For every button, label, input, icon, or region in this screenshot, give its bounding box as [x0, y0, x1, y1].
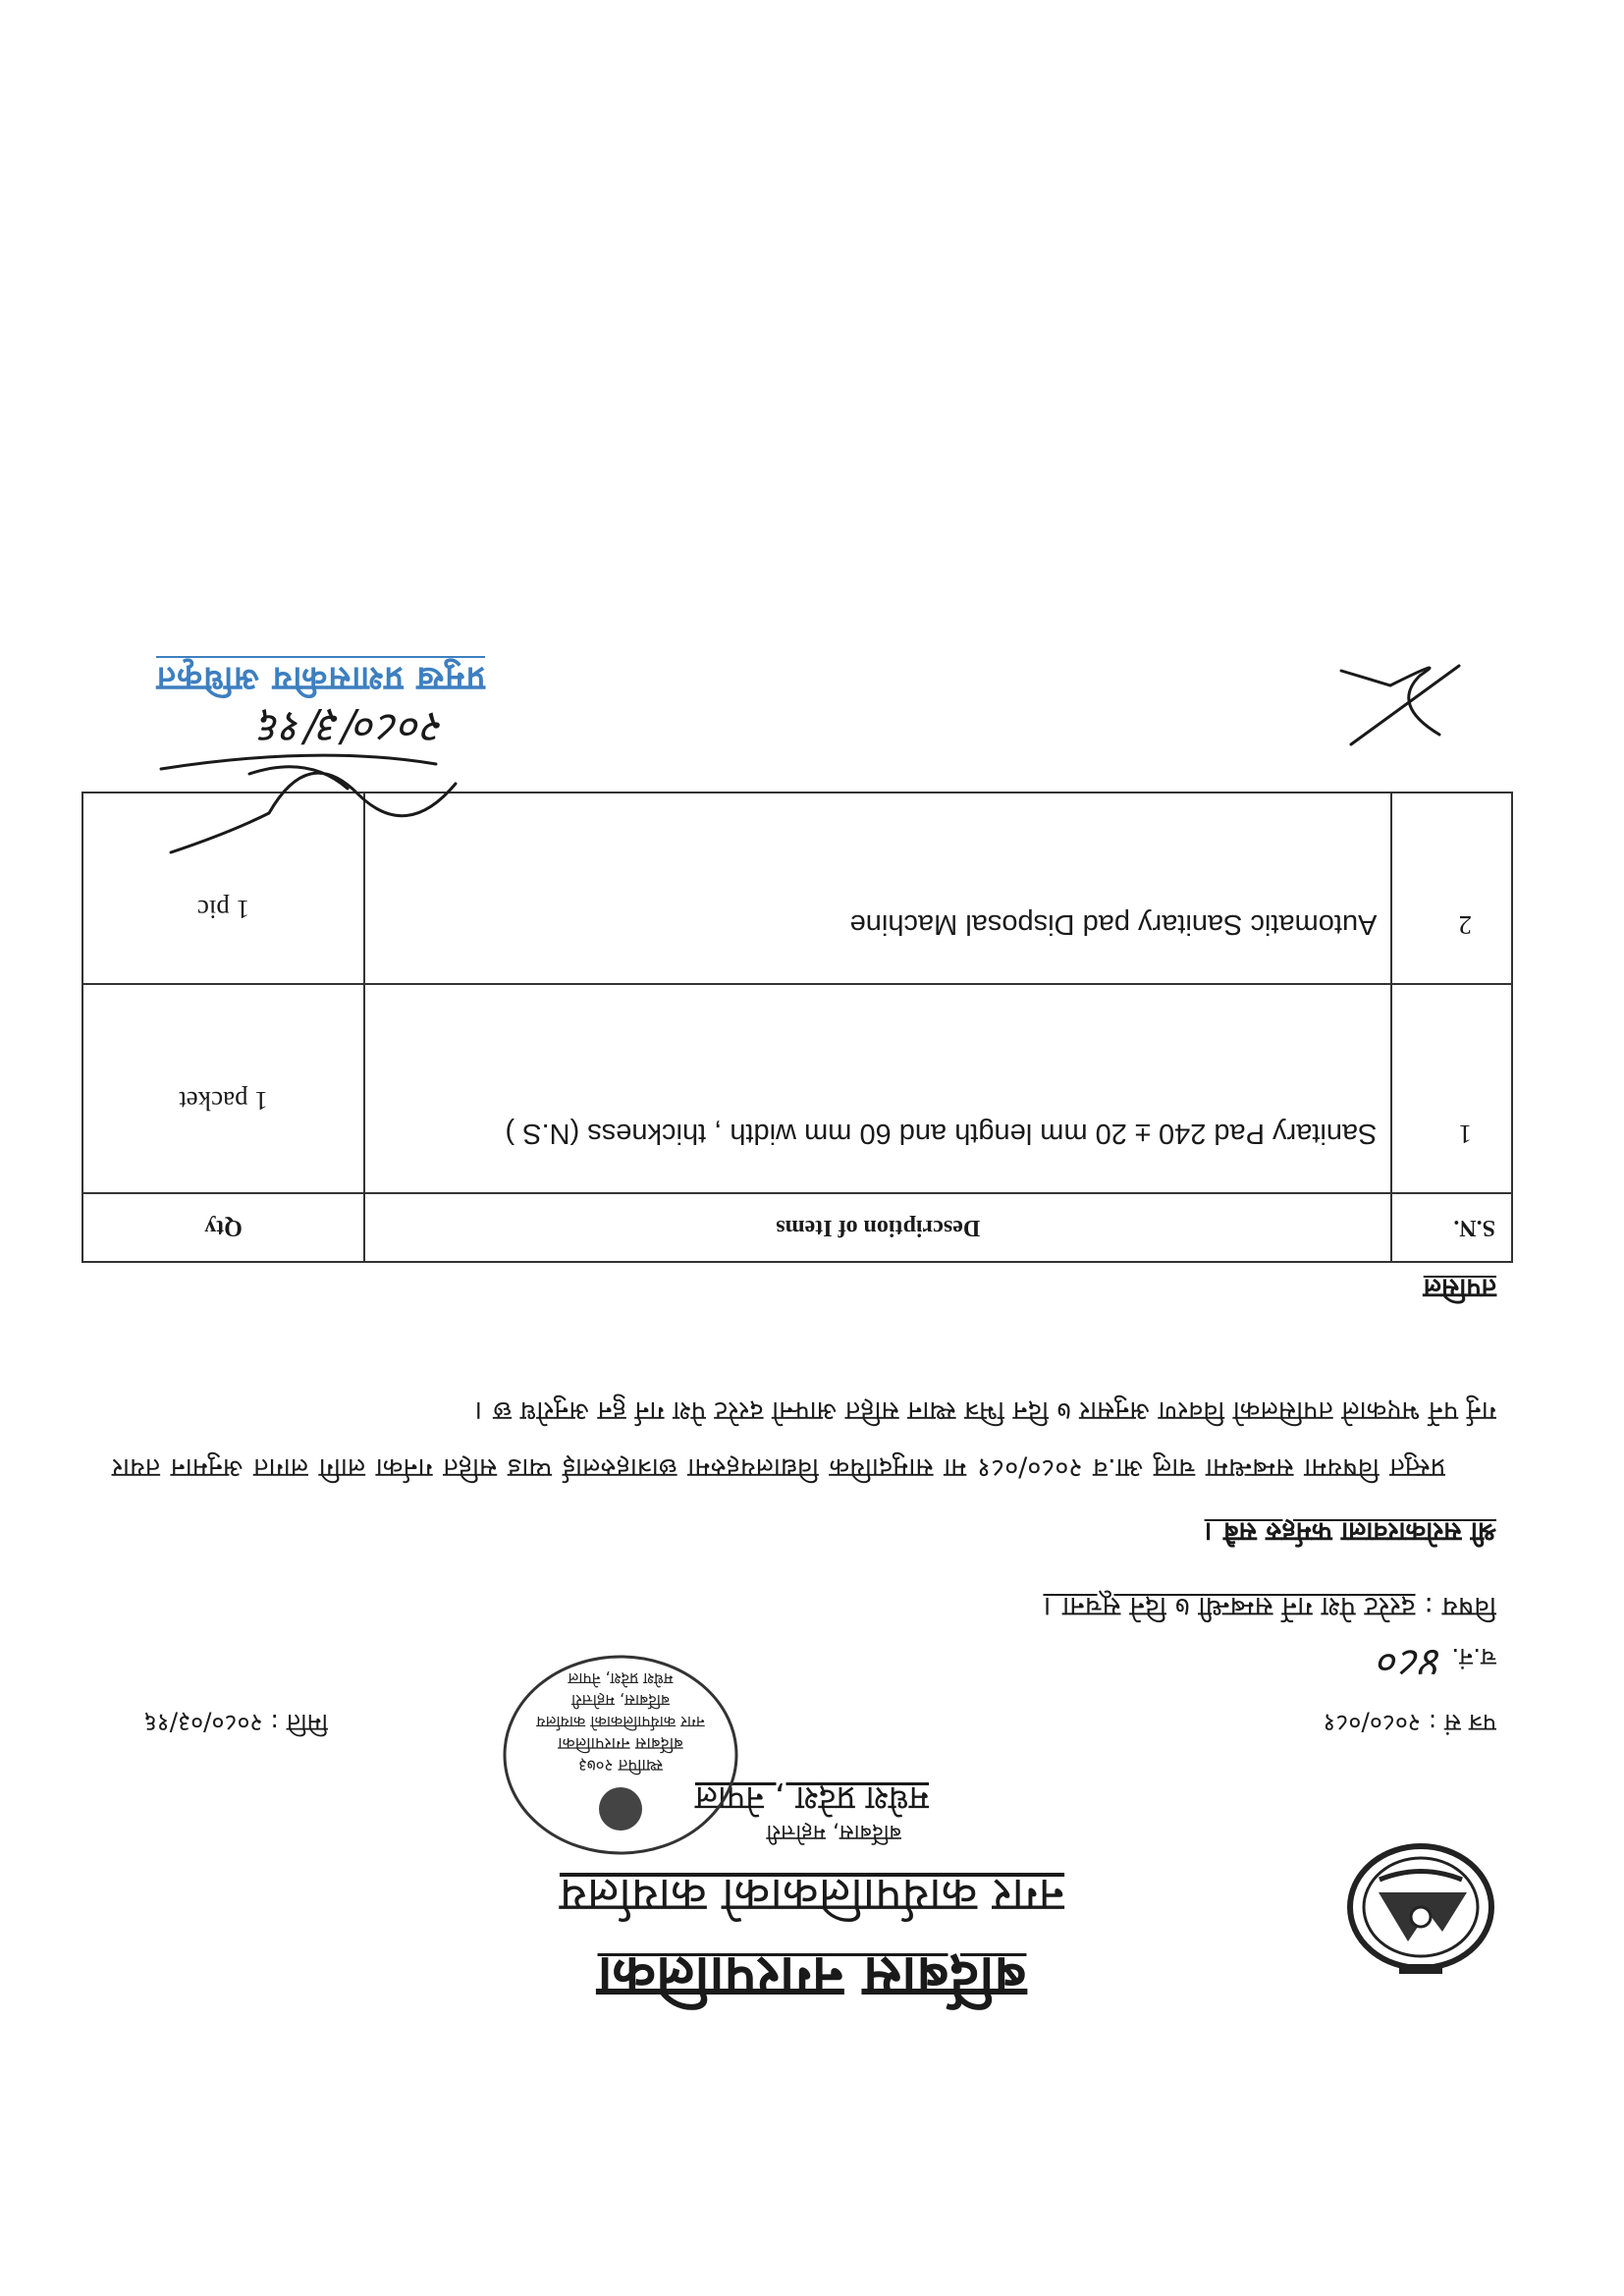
signature-date: २०८०/३/१६ — [259, 702, 446, 752]
subject-text: दररेट पेश गर्ने सम्बन्धी ७ दिने सूचना । — [1043, 1591, 1416, 1623]
addressee: श्री सरोकारवाला फर्महरु सबै । — [1204, 1516, 1496, 1547]
body-paragraph: प्रस्तुत विषयमा सम्बन्धमा चालु आ.व २०८०/०८१ मा सामुदायिक विद्यालयहरुमा छात्राहरुलाई प्याड सहित गर्नका लागि लागत अनुमान तयार गर्नु पर्ने भएकाले तपसिलको विवरण अनुसार ७ दिन भित्र स्थान सहित आफ्नो दररेट पेश गर्न हुन अनुरोध छ । — [112, 1395, 1496, 1483]
row-qty: 1 pic — [82, 793, 364, 984]
reference-label: पत्र सं : — [1428, 1709, 1496, 1737]
row-sn: 1 — [1391, 984, 1512, 1193]
row-description: Sanitary Pad 240 ± 20 mm length and 60 mm width , thickness (N.S ) — [364, 984, 1391, 1193]
header-sn: S.N. — [1391, 1193, 1512, 1262]
row-description: Automatic Sanitary pad Disposal Machine — [364, 793, 1391, 984]
province-line: मधेश प्रदेश , नेपाल — [694, 1778, 930, 1818]
letter-date — [144, 1707, 328, 1740]
seal-text-5: मधेश प्रदेश, नेपाल — [568, 1669, 674, 1688]
municipality-name: बर्दिबास नगरपालिका — [597, 1944, 1027, 2011]
seal-text-4: बर्दिबास, महोत्तरी — [571, 1691, 670, 1710]
officer-designation-stamp: प्रमुख प्रशासकीय अधिकृत — [156, 656, 485, 703]
date-value: २०८०/०३/१६ — [143, 1709, 263, 1737]
subject-label: विषय : — [1424, 1591, 1496, 1623]
initial-signature — [1322, 646, 1479, 764]
dispatch-label: च.नं. — [1451, 1643, 1496, 1671]
office-seal — [493, 1642, 748, 1868]
letter-body — [112, 1382, 1496, 1496]
row-qty: 1 packet — [82, 984, 364, 1193]
dispatch-number — [1380, 1636, 1496, 1692]
annex-title: तपसिल — [1423, 1273, 1496, 1303]
header-qty: Qty — [82, 1193, 364, 1262]
table-row — [82, 984, 1512, 1193]
subject-line — [1043, 1589, 1496, 1626]
reference-value: २०८०/०८१ — [1323, 1709, 1421, 1737]
reference-number — [1323, 1707, 1496, 1740]
seal-text-2: बर्दिबास नगरपालिका — [558, 1733, 683, 1753]
header-description: Description of Items — [364, 1193, 1391, 1262]
seal-text-1: स्थापित २०७३ — [577, 1755, 664, 1775]
row-sn: 2 — [1391, 793, 1512, 984]
date-label: मिति : — [270, 1709, 328, 1737]
seal-text-3: नगर कार्यपालिकाको कार्यालय — [536, 1713, 705, 1731]
table-header-row — [82, 1193, 1512, 1262]
place-subtitle: बर्दिबास, महोत्तरी — [766, 1820, 901, 1844]
office-name: नगर कार्यपालिकाको कार्यालय — [559, 1868, 1065, 1923]
dispatch-value: ४८० — [1379, 1639, 1444, 1687]
